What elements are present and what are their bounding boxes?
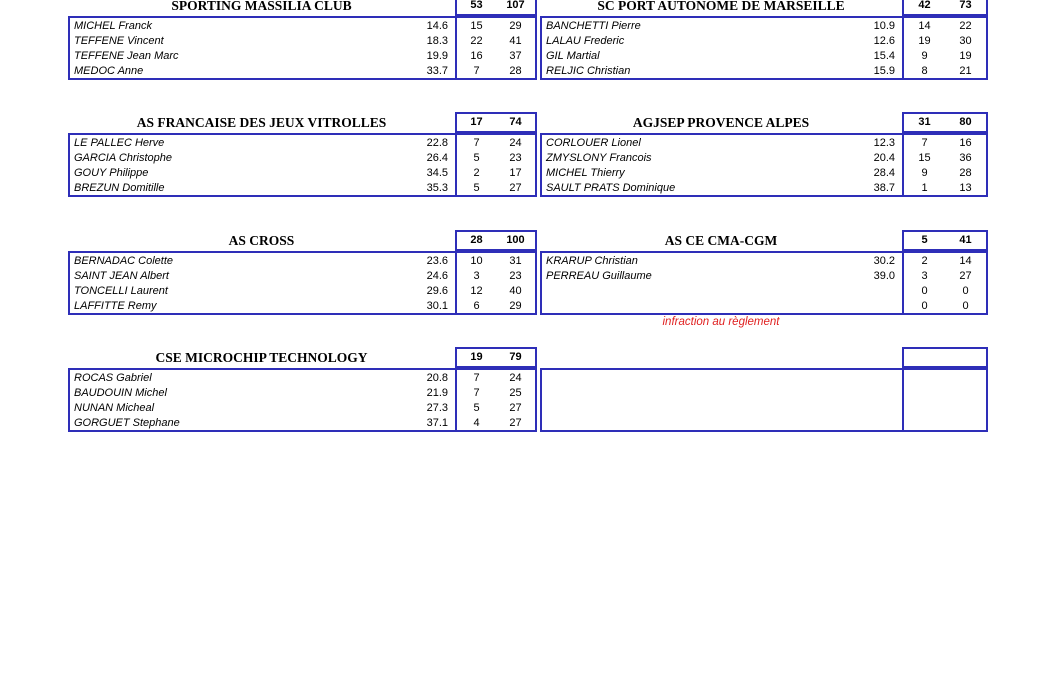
score-b: 24 bbox=[509, 136, 522, 149]
player-row bbox=[542, 253, 902, 268]
player-name: LAFFITTE Remy bbox=[74, 299, 157, 312]
score-a: 5 bbox=[473, 401, 480, 414]
player-row bbox=[70, 268, 455, 283]
player-row bbox=[70, 150, 455, 165]
score-row bbox=[457, 135, 535, 150]
player-row bbox=[70, 370, 455, 385]
players-column bbox=[542, 135, 902, 195]
score-b: 23 bbox=[509, 151, 522, 164]
player-row bbox=[542, 135, 902, 150]
player-handicap: 26.4 bbox=[426, 151, 448, 164]
player-handicap: 30.1 bbox=[426, 299, 448, 312]
player-row bbox=[542, 298, 902, 313]
score-a: 0 bbox=[921, 284, 928, 297]
score-row bbox=[457, 385, 535, 400]
score-a: 7 bbox=[473, 136, 480, 149]
player-handicap: 12.6 bbox=[873, 34, 895, 47]
score-row bbox=[904, 165, 986, 180]
player-row bbox=[542, 415, 902, 430]
player-row bbox=[542, 18, 902, 33]
club-total-2: 41 bbox=[959, 234, 972, 246]
score-b: 36 bbox=[959, 151, 972, 164]
player-name: BANCHETTI Pierre bbox=[546, 19, 641, 32]
score-a: 7 bbox=[473, 386, 480, 399]
player-row bbox=[70, 48, 455, 63]
player-row bbox=[70, 180, 455, 195]
score-a: 2 bbox=[921, 254, 928, 267]
player-handicap: 12.3 bbox=[873, 136, 895, 149]
club-body bbox=[540, 368, 988, 432]
player-row bbox=[542, 33, 902, 48]
score-row bbox=[904, 180, 986, 195]
score-row bbox=[457, 400, 535, 415]
player-handicap: 23.6 bbox=[426, 254, 448, 267]
score-row bbox=[457, 180, 535, 195]
score-row bbox=[904, 370, 986, 385]
score-b: 27 bbox=[509, 416, 522, 429]
score-a: 5 bbox=[473, 151, 480, 164]
score-row bbox=[457, 370, 535, 385]
club-table-massilia bbox=[68, 0, 537, 80]
player-handicap: 21.9 bbox=[426, 386, 448, 399]
club-header bbox=[540, 347, 988, 368]
club-title: AGJSEP PROVENCE ALPES bbox=[632, 115, 810, 130]
player-name: ROCAS Gabriel bbox=[74, 371, 152, 384]
player-name: KRARUP Christian bbox=[546, 254, 638, 267]
player-name: BERNADAC Colette bbox=[74, 254, 174, 267]
player-row bbox=[542, 400, 902, 415]
player-row bbox=[70, 165, 455, 180]
player-name: GORGUET Stephane bbox=[74, 416, 180, 429]
score-b: 27 bbox=[959, 269, 972, 282]
player-name: SAULT PRATS Dominique bbox=[546, 181, 676, 194]
player-handicap: 28.4 bbox=[873, 166, 895, 179]
score-row bbox=[904, 48, 986, 63]
score-a: 3 bbox=[473, 269, 480, 282]
player-handicap: 24.6 bbox=[426, 269, 448, 282]
player-row bbox=[70, 135, 455, 150]
club-totals-box bbox=[455, 112, 537, 133]
club-total-1: 17 bbox=[470, 116, 483, 128]
player-row bbox=[70, 253, 455, 268]
score-b: 13 bbox=[959, 181, 972, 194]
score-b: 19 bbox=[959, 49, 972, 62]
club-header bbox=[540, 0, 988, 16]
player-handicap: 15.9 bbox=[873, 64, 895, 77]
score-b: 41 bbox=[509, 34, 522, 47]
score-a: 5 bbox=[473, 181, 480, 194]
score-a: 15 bbox=[470, 19, 483, 32]
player-name: BREZUN Domitille bbox=[74, 181, 165, 194]
player-handicap: 15.4 bbox=[873, 49, 895, 62]
player-row bbox=[542, 150, 902, 165]
club-header bbox=[68, 112, 537, 133]
club-table-as-cross bbox=[68, 230, 537, 315]
player-name: TONCELLI Laurent bbox=[74, 284, 168, 297]
player-row bbox=[542, 370, 902, 385]
player-row bbox=[70, 18, 455, 33]
player-name: MEDOC Anne bbox=[74, 64, 144, 77]
club-total-1: 53 bbox=[470, 0, 483, 11]
score-a: 2 bbox=[473, 166, 480, 179]
players-column bbox=[542, 370, 902, 430]
score-row bbox=[904, 253, 986, 268]
club-total-2: 80 bbox=[959, 116, 972, 128]
players-column bbox=[542, 253, 902, 313]
player-handicap: 38.7 bbox=[873, 181, 895, 194]
club-title: SPORTING MASSILIA CLUB bbox=[171, 0, 352, 13]
club-table-port-autonome bbox=[540, 0, 988, 80]
player-name: LE PALLEC Herve bbox=[74, 136, 165, 149]
player-handicap: 20.8 bbox=[426, 371, 448, 384]
club-totals-box bbox=[455, 347, 537, 368]
player-row bbox=[542, 385, 902, 400]
club-total-1: 42 bbox=[918, 0, 931, 11]
player-row bbox=[542, 283, 902, 298]
score-row bbox=[457, 253, 535, 268]
score-a: 10 bbox=[470, 254, 483, 267]
score-b: 37 bbox=[509, 49, 522, 62]
club-total-2: 79 bbox=[509, 351, 522, 363]
club-body bbox=[68, 368, 537, 432]
club-body bbox=[540, 133, 988, 197]
score-b: 17 bbox=[509, 166, 522, 179]
score-b: 0 bbox=[962, 299, 969, 312]
scores-column bbox=[457, 370, 535, 430]
player-name: PERREAU Guillaume bbox=[546, 269, 652, 282]
score-row bbox=[457, 415, 535, 430]
player-handicap: 34.5 bbox=[426, 166, 448, 179]
score-row bbox=[457, 48, 535, 63]
club-title: AS FRANCAISE DES JEUX VITROLLES bbox=[136, 115, 387, 130]
club-total-2: 73 bbox=[959, 0, 972, 11]
player-handicap: 33.7 bbox=[426, 64, 448, 77]
score-row bbox=[457, 33, 535, 48]
club-total-1: 28 bbox=[470, 234, 483, 246]
player-handicap: 29.6 bbox=[426, 284, 448, 297]
player-row bbox=[70, 400, 455, 415]
score-a: 19 bbox=[918, 34, 931, 47]
players-column bbox=[542, 18, 902, 78]
score-b: 29 bbox=[509, 299, 522, 312]
scores-column bbox=[457, 18, 535, 78]
score-b: 16 bbox=[959, 136, 972, 149]
score-b: 23 bbox=[509, 269, 522, 282]
score-a: 3 bbox=[921, 269, 928, 282]
club-table-agjsep bbox=[540, 112, 988, 197]
club-table-cma-cgm bbox=[540, 230, 988, 315]
player-name: GOUY Philippe bbox=[74, 166, 149, 179]
score-a: 8 bbox=[921, 64, 928, 77]
score-a: 7 bbox=[473, 371, 480, 384]
club-totals-box bbox=[902, 0, 988, 16]
club-header bbox=[540, 112, 988, 133]
player-handicap: 14.6 bbox=[426, 19, 448, 32]
club-header bbox=[68, 230, 537, 251]
player-name: NUNAN Micheal bbox=[74, 401, 155, 414]
player-row bbox=[70, 33, 455, 48]
score-row bbox=[904, 63, 986, 78]
score-a: 22 bbox=[470, 34, 483, 47]
player-row bbox=[70, 415, 455, 430]
score-b: 27 bbox=[509, 181, 522, 194]
score-b: 28 bbox=[509, 64, 522, 77]
score-b: 14 bbox=[959, 254, 972, 267]
score-b: 31 bbox=[509, 254, 522, 267]
score-row bbox=[457, 18, 535, 33]
scores-column bbox=[457, 253, 535, 313]
club-totals-box bbox=[455, 230, 537, 251]
infraction-note: infraction au règlement bbox=[662, 316, 780, 328]
player-name: MICHEL Franck bbox=[74, 19, 153, 32]
score-a: 14 bbox=[918, 19, 931, 32]
score-a: 1 bbox=[921, 181, 928, 194]
club-total-2: 100 bbox=[506, 234, 525, 246]
score-row bbox=[457, 283, 535, 298]
score-b: 0 bbox=[962, 284, 969, 297]
score-a: 15 bbox=[918, 151, 931, 164]
score-a: 9 bbox=[921, 49, 928, 62]
club-header bbox=[540, 230, 988, 251]
club-title: AS CROSS bbox=[228, 233, 295, 248]
club-table-empty bbox=[540, 347, 988, 432]
club-total-1: 19 bbox=[470, 351, 483, 363]
player-handicap: 20.4 bbox=[873, 151, 895, 164]
score-row bbox=[904, 268, 986, 283]
club-totals-box bbox=[455, 0, 537, 16]
player-name: GIL Martial bbox=[546, 49, 600, 62]
player-name: ZMYSLONY Francois bbox=[546, 151, 652, 164]
score-a: 6 bbox=[473, 299, 480, 312]
player-row bbox=[542, 268, 902, 283]
score-a: 7 bbox=[921, 136, 928, 149]
players-column bbox=[70, 135, 455, 195]
player-row bbox=[70, 63, 455, 78]
players-column bbox=[70, 253, 455, 313]
club-title: AS CE CMA-CGM bbox=[664, 233, 778, 248]
score-b: 21 bbox=[959, 64, 972, 77]
player-name: MICHEL Thierry bbox=[546, 166, 625, 179]
score-b: 28 bbox=[959, 166, 972, 179]
club-body bbox=[540, 251, 988, 315]
player-name: CORLOUER Lionel bbox=[546, 136, 641, 149]
club-title: SC PORT AUTONOME DE MARSEILLE bbox=[597, 0, 845, 13]
player-row bbox=[542, 165, 902, 180]
player-row bbox=[542, 180, 902, 195]
club-body bbox=[68, 16, 537, 80]
club-body bbox=[540, 16, 988, 80]
scores-column bbox=[904, 135, 986, 195]
player-handicap: 30.2 bbox=[873, 254, 895, 267]
player-name: TEFFENE Jean Marc bbox=[74, 49, 179, 62]
score-row bbox=[904, 18, 986, 33]
score-a: 12 bbox=[470, 284, 483, 297]
club-header bbox=[68, 0, 537, 16]
score-row bbox=[904, 33, 986, 48]
club-totals-box bbox=[902, 112, 988, 133]
club-body bbox=[68, 251, 537, 315]
score-row bbox=[904, 135, 986, 150]
score-row bbox=[904, 415, 986, 430]
club-total-1: 5 bbox=[921, 234, 928, 246]
club-header bbox=[68, 347, 537, 368]
score-b: 25 bbox=[509, 386, 522, 399]
score-a: 7 bbox=[473, 64, 480, 77]
club-totals-box bbox=[902, 230, 988, 251]
player-row bbox=[542, 63, 902, 78]
score-row bbox=[904, 385, 986, 400]
score-b: 22 bbox=[959, 19, 972, 32]
score-row bbox=[904, 298, 986, 313]
score-row bbox=[904, 150, 986, 165]
player-name: SAINT JEAN Albert bbox=[74, 269, 169, 282]
player-name: LALAU Frederic bbox=[546, 34, 625, 47]
player-handicap: 35.3 bbox=[426, 181, 448, 194]
player-row bbox=[70, 298, 455, 313]
club-body bbox=[68, 133, 537, 197]
score-a: 9 bbox=[921, 166, 928, 179]
score-row bbox=[904, 283, 986, 298]
player-handicap: 37.1 bbox=[426, 416, 448, 429]
club-table-vitrolles bbox=[68, 112, 537, 197]
player-handicap: 19.9 bbox=[426, 49, 448, 62]
scores-column bbox=[904, 370, 986, 430]
player-row bbox=[70, 385, 455, 400]
club-total-1: 31 bbox=[918, 116, 931, 128]
club-title: CSE MICROCHIP TECHNOLOGY bbox=[155, 350, 368, 365]
club-totals-box bbox=[902, 347, 988, 368]
player-handicap: 39.0 bbox=[873, 269, 895, 282]
score-row bbox=[457, 150, 535, 165]
club-table-microchip bbox=[68, 347, 537, 432]
players-column bbox=[70, 370, 455, 430]
score-row bbox=[457, 63, 535, 78]
score-b: 40 bbox=[509, 284, 522, 297]
club-total-2 bbox=[945, 349, 986, 366]
score-b: 24 bbox=[509, 371, 522, 384]
player-handicap: 22.8 bbox=[426, 136, 448, 149]
player-handicap: 10.9 bbox=[873, 19, 895, 32]
player-name: RELJIC Christian bbox=[546, 64, 631, 77]
players-column bbox=[70, 18, 455, 78]
player-handicap: 18.3 bbox=[426, 34, 448, 47]
player-name: GARCIA Christophe bbox=[74, 151, 173, 164]
score-row bbox=[457, 298, 535, 313]
player-name: TEFFENE Vincent bbox=[74, 34, 164, 47]
scores-column bbox=[904, 18, 986, 78]
player-row bbox=[70, 283, 455, 298]
player-name: BAUDOUIN Michel bbox=[74, 386, 167, 399]
club-total-1 bbox=[904, 349, 945, 366]
scores-column bbox=[904, 253, 986, 313]
score-b: 30 bbox=[959, 34, 972, 47]
club-total-2: 107 bbox=[506, 0, 525, 11]
score-b: 27 bbox=[509, 401, 522, 414]
score-a: 16 bbox=[470, 49, 483, 62]
club-total-2: 74 bbox=[509, 116, 522, 128]
score-b: 29 bbox=[509, 19, 522, 32]
score-a: 0 bbox=[921, 299, 928, 312]
score-row bbox=[457, 268, 535, 283]
scores-column bbox=[457, 135, 535, 195]
score-row bbox=[457, 165, 535, 180]
score-row bbox=[904, 400, 986, 415]
score-a: 4 bbox=[473, 416, 480, 429]
player-row bbox=[542, 48, 902, 63]
player-handicap: 27.3 bbox=[426, 401, 448, 414]
club-title bbox=[540, 347, 902, 368]
